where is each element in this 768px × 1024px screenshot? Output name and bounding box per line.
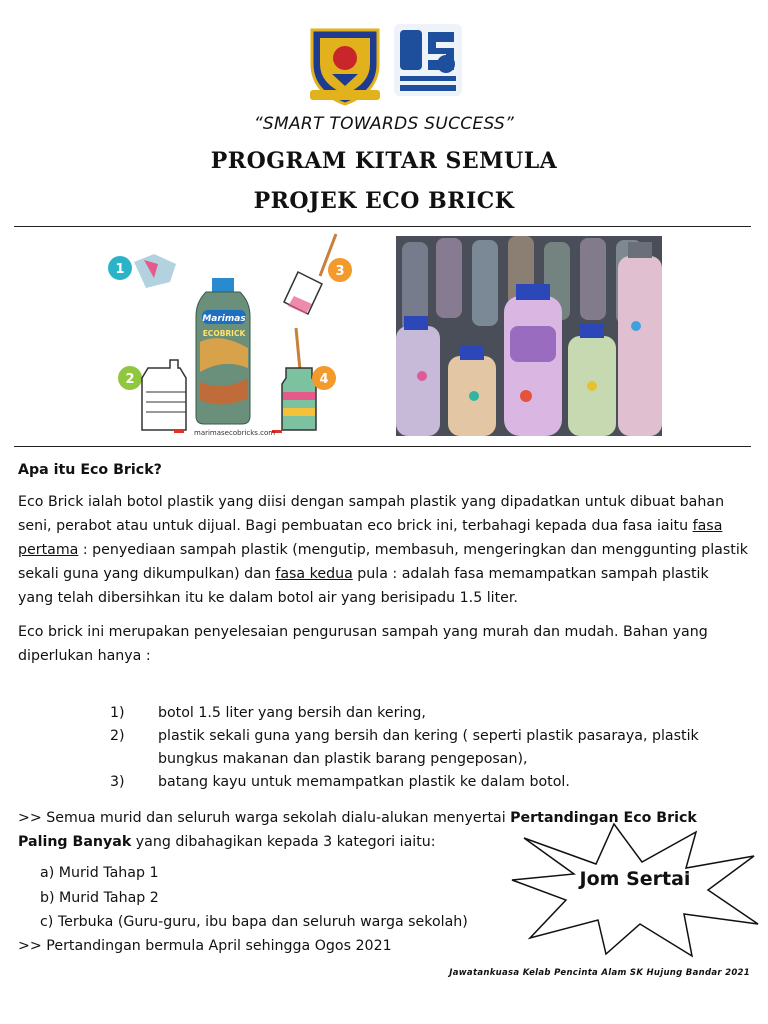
category-item: c) Terbuka (Guru-guru, ibu bapa dan seluruh warga sekolah) [40, 914, 468, 930]
list-number: 2) [110, 728, 125, 744]
step-3-number: 3 [335, 264, 345, 279]
school-25-badge-logo [394, 24, 462, 96]
category-item: a) Murid Tahap 1 [40, 865, 159, 881]
list-item [110, 725, 740, 771]
intro-section [18, 458, 748, 668]
motto: “SMART TOWARDS SUCCESS” [253, 114, 515, 134]
phase-one-term: fasa pertama [18, 518, 723, 558]
page-subtitle: PROJEK ECO BRICK [253, 188, 515, 214]
list-number: 1) [110, 705, 125, 721]
bottle-brand: Marimas [202, 314, 246, 324]
step-2-number: 2 [125, 372, 135, 387]
intro-text-c: pula : adalah fasa memampatkan sampah plastik yang telah dibersihkan itu ke dalam botol air yang berisipadu 1.5 liter. [18, 566, 709, 606]
list-item [110, 702, 740, 725]
divider-top [14, 226, 751, 227]
section-heading: Apa itu Eco Brick? [18, 462, 162, 478]
school-crest-logo [306, 24, 384, 106]
list-number: 3) [110, 774, 125, 790]
contest-dates: >> Pertandingan bermula April sehingga Ogos 2021 [18, 938, 392, 954]
footer-credit: Jawatankuasa Kelab Pencinta Alam SK Hujung Bandar 2021 [449, 968, 750, 978]
divider-middle [14, 446, 751, 447]
category-list [40, 861, 468, 935]
eco-bricks-photo [396, 236, 662, 436]
phase-two-term: fasa kedua [275, 566, 353, 582]
contest-lead: >> Semua murid dan seluruh warga sekolah dialu-alukan menyertai [18, 810, 511, 826]
list-text: botol 1.5 liter yang bersih dan kering, [158, 705, 426, 721]
contest-tail: yang dibahagikan kepada 3 kategori iaitu: [131, 834, 436, 850]
intro-text-b: : penyediaan sampah plastik (mengutip, membasuh, mengeringkan dan menggunting plastik sekali guna yang dikumpulkan) dan [18, 542, 748, 582]
intro-text-a: Eco Brick ialah botol plastik yang diisi dengan sampah plastik yang dipadatkan untuk dibuat bahan seni, perabot atau untuk dijual. Bagi pembuatan eco brick ini, terbahagi kepada dua fasa iaitu [18, 494, 725, 534]
list-text: plastik sekali guna yang bersih dan kering ( seperti plastik pasaraya, plastik bungkus makanan dan plastik barang pengeposan), [158, 728, 699, 767]
join-callout: Jom Sertai [579, 868, 691, 890]
list-item [110, 771, 740, 794]
page-title: PROGRAM KITAR SEMULA [210, 148, 558, 174]
intro-paragraph-2: Eco brick ini merupakan penyelesaian pengurusan sampah yang murah dan mudah. Bahan yang diperlukan hanya : [18, 624, 708, 664]
steps-watermark: marimasecobricks.com [194, 429, 276, 437]
contest-name: Pertandingan Eco Brick Paling Banyak [18, 810, 697, 850]
bottle-label: ECOBRICK [202, 329, 246, 338]
category-item: b) Murid Tahap 2 [40, 889, 159, 906]
list-text: batang kayu untuk memampatkan plastik ke dalam botol. [158, 774, 570, 790]
intro-paragraph-1 [18, 490, 748, 610]
materials-list [110, 702, 740, 794]
step-1-number: 1 [115, 262, 125, 277]
step-4-number: 4 [319, 372, 329, 387]
eco-brick-steps-illustration [100, 232, 380, 442]
